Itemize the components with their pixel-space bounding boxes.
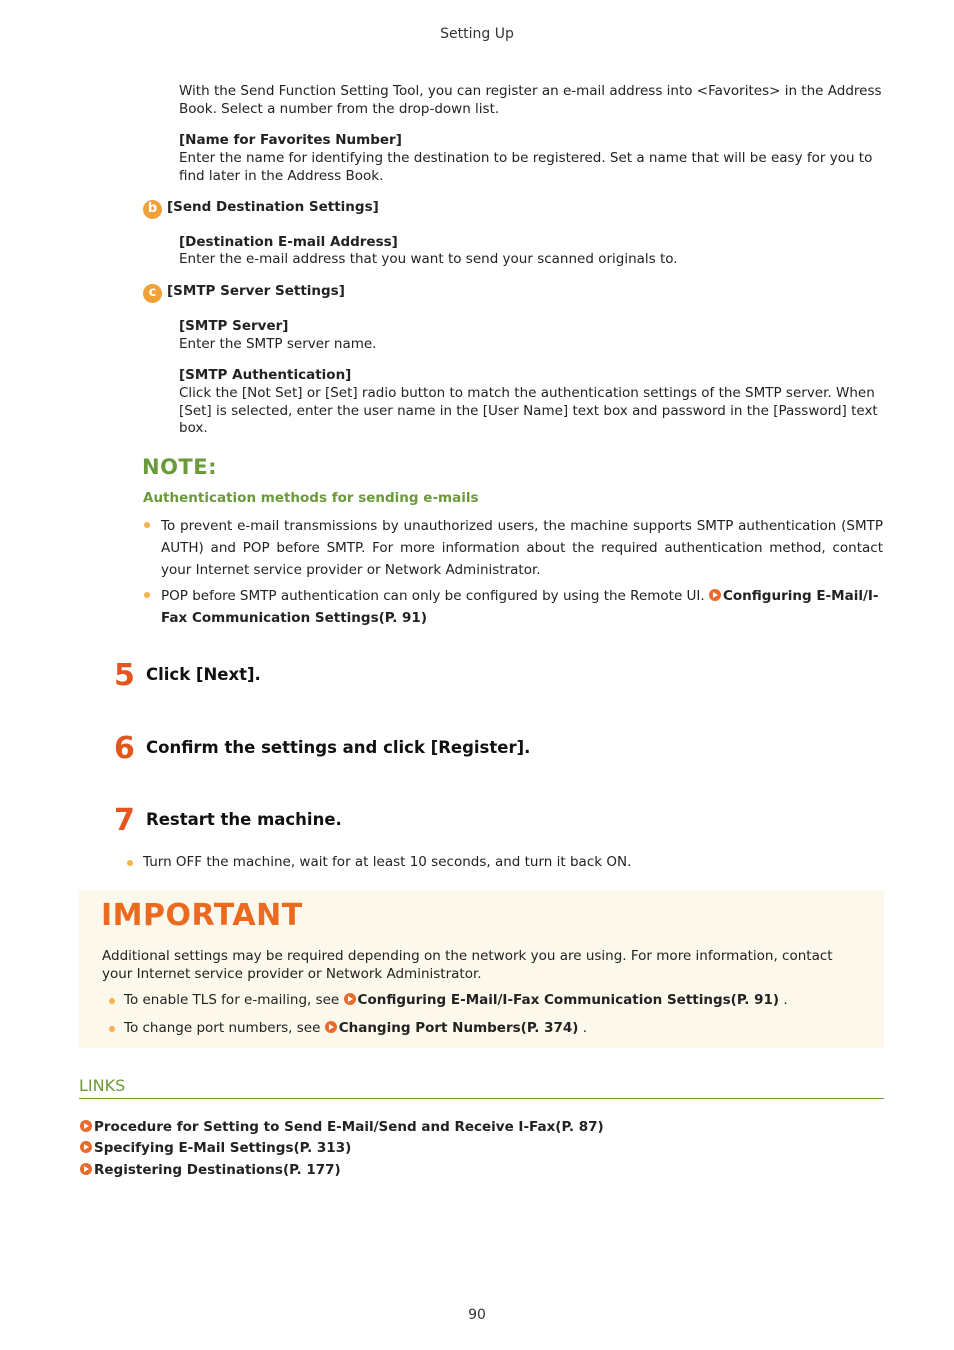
bullet-icon [144, 522, 150, 528]
links-divider [79, 1098, 884, 1099]
link-arrow-icon [80, 1120, 92, 1132]
smtp-server-settings-title: [SMTP Server Settings] [167, 283, 345, 299]
links-item[interactable] [80, 1119, 604, 1137]
note-bullet-2-text: POP before SMTP authentication can only be configured by using the Remote UI. [161, 588, 705, 604]
step-number: 6 [114, 731, 135, 766]
bullet-icon [127, 860, 133, 866]
note-bullet-1: To prevent e-mail transmissions by unauthorized users, the machine supports SMTP authentication (SMTP AUTH) and POP before SMTP. For more information about the required authentication method, contact your Internet service provider or Network Administrator. [161, 518, 883, 578]
link-label: Specifying E-Mail Settings(P. 313) [94, 1140, 352, 1156]
link-label: Configuring E-Mail/I-Fax Communication Settings(P. 91) [357, 992, 780, 1008]
smtp-server-text: Enter the SMTP server name. [179, 336, 377, 352]
smtp-server-title: [SMTP Server] [179, 318, 289, 334]
intro-text: With the Send Function Setting Tool, you can register an e-mail address into <Favorites> in the Address Book. Select a number from the drop-down list. [179, 83, 882, 117]
step7-bullet: Turn OFF the machine, wait for at least 10 seconds, and turn it back ON. [143, 854, 632, 870]
links-item[interactable] [80, 1140, 351, 1158]
link-arrow-icon [709, 589, 721, 601]
important-bullet-1-link[interactable] [344, 992, 780, 1008]
running-header: Setting Up [440, 26, 514, 42]
bullet-icon [144, 592, 150, 598]
step-number: 5 [114, 658, 135, 693]
step-text: Confirm the settings and click [Register]. [146, 738, 531, 757]
important-bullet-2 [124, 1020, 864, 1038]
link-label: Configuring E-Mail/I-Fax Communication Settings(P. 91) [161, 588, 879, 626]
section-c-marker-icon: c [143, 284, 162, 303]
page-number: 90 [468, 1307, 486, 1323]
link-arrow-icon [344, 993, 356, 1005]
important-bullet-2-prefix: To change port numbers, see [124, 1020, 321, 1036]
bullet-icon [109, 998, 115, 1004]
link-label: Procedure for Setting to Send E-Mail/Send and Receive I-Fax(P. 87) [94, 1119, 604, 1135]
important-box [79, 890, 884, 1048]
links-title: LINKS [79, 1076, 126, 1095]
important-bullet-2-suffix: . [582, 1020, 588, 1036]
links-item[interactable] [80, 1162, 341, 1180]
bullet-icon [109, 1026, 115, 1032]
smtp-auth-text: Click the [Not Set] or [Set] radio button to match the authentication settings of the SMTP server. When [Set] is selected, enter the user name in the [User Name] text box and password in the [Password] text box. [179, 385, 878, 436]
favorites-number-text: Enter the name for identifying the destination to be registered. Set a name that will be easy for you to find later in the Address Book. [179, 150, 873, 184]
important-text: Additional settings may be required depending on the network you are using. For more information, contact your Internet service provider or Network Administrator. [102, 948, 833, 982]
step-text: Restart the machine. [146, 810, 342, 829]
section-b-marker-icon: b [143, 200, 162, 219]
link-label: Registering Destinations(P. 177) [94, 1162, 341, 1178]
link-arrow-icon [80, 1163, 92, 1175]
destination-email-title: [Destination E-mail Address] [179, 234, 398, 250]
important-bullet-2-link[interactable] [325, 1020, 579, 1036]
note-title: NOTE: [142, 455, 217, 479]
note-bullet-2 [161, 586, 885, 630]
link-arrow-icon [325, 1021, 337, 1033]
note-subtitle: Authentication methods for sending e-mails [143, 490, 479, 506]
step-number: 7 [114, 803, 135, 838]
favorites-number-title: [Name for Favorites Number] [179, 132, 402, 148]
send-destination-settings-title: [Send Destination Settings] [167, 199, 379, 215]
smtp-auth-title: [SMTP Authentication] [179, 367, 352, 383]
step-text: Click [Next]. [146, 665, 261, 684]
link-label: Changing Port Numbers(P. 374) [338, 1020, 579, 1036]
important-bullet-1-suffix: . [783, 992, 788, 1008]
important-title: IMPORTANT [101, 898, 303, 933]
important-bullet-1-prefix: To enable TLS for e-mailing, see [124, 992, 340, 1008]
link-arrow-icon [80, 1141, 92, 1153]
important-bullet-1 [124, 992, 864, 1010]
destination-email-text: Enter the e-mail address that you want to send your scanned originals to. [179, 251, 678, 267]
